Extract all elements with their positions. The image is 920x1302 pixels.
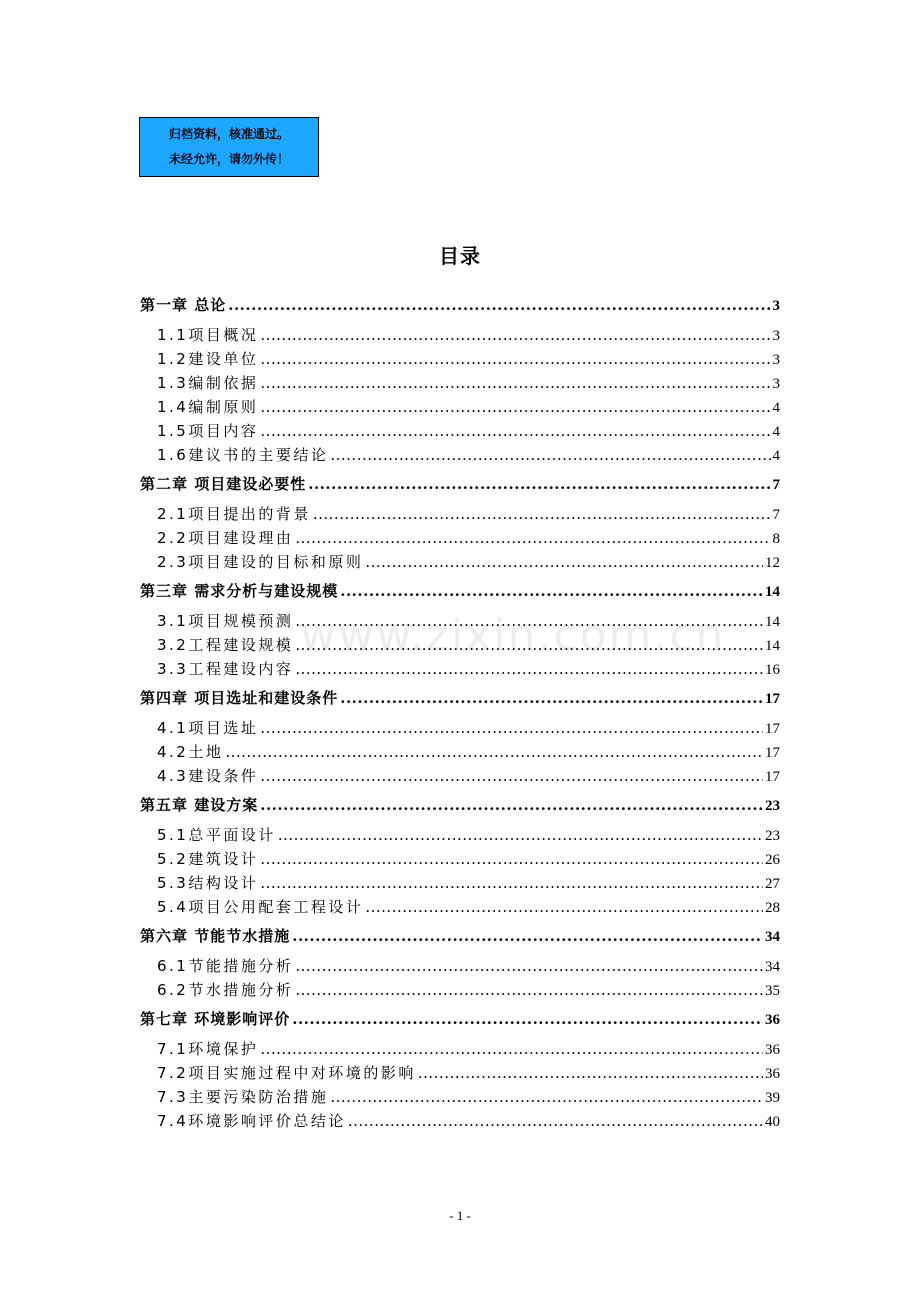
toc-section[interactable] bbox=[140, 419, 780, 443]
toc-section-label: 5.1总平面设计 bbox=[157, 826, 276, 844]
toc-chapter-page-number: 34 bbox=[765, 929, 780, 945]
dot-leader bbox=[308, 469, 770, 499]
dot-leader bbox=[260, 1037, 763, 1061]
toc-section-page-number: 4 bbox=[772, 400, 780, 416]
toc-section[interactable] bbox=[140, 847, 780, 871]
toc-section-label: 4.2土地 bbox=[157, 743, 224, 761]
toc-chapter-label: 第四章 项目选址和建设条件 bbox=[140, 689, 339, 707]
toc-section-page-number: 3 bbox=[772, 352, 780, 368]
toc-section-label: 1.5项目内容 bbox=[157, 422, 259, 440]
toc-section-label: 1.3编制依据 bbox=[157, 374, 259, 392]
toc-chapter-label: 第五章 建设方案 bbox=[140, 796, 259, 814]
toc-section-page-number: 23 bbox=[765, 828, 780, 844]
toc-section[interactable] bbox=[140, 502, 780, 526]
toc-section-label: 7.1环境保护 bbox=[157, 1040, 259, 1058]
toc-chapter[interactable] bbox=[140, 576, 780, 606]
toc-section-label: 1.6建议书的主要结论 bbox=[157, 446, 329, 464]
toc-section[interactable] bbox=[140, 657, 780, 681]
toc-chapter-label: 第二章 项目建设必要性 bbox=[140, 475, 307, 493]
dot-leader bbox=[313, 502, 771, 526]
dot-leader bbox=[228, 290, 770, 320]
toc-section-page-number: 40 bbox=[765, 1114, 780, 1130]
toc-section-label: 2.2项目建设理由 bbox=[157, 529, 294, 547]
toc-section-page-number: 8 bbox=[772, 531, 780, 547]
toc-section-page-number: 36 bbox=[765, 1066, 780, 1082]
toc-section-page-number: 12 bbox=[765, 555, 780, 571]
toc-section-page-number: 3 bbox=[772, 376, 780, 392]
dot-leader bbox=[295, 633, 763, 657]
toc-section-label: 4.1项目选址 bbox=[157, 719, 259, 737]
archive-stamp bbox=[139, 117, 319, 177]
toc-chapter-label: 第六章 节能节水措施 bbox=[140, 927, 291, 945]
stamp-line-1: 归档资料，核准通过。 bbox=[168, 127, 289, 141]
page-number-footer: - 1 - bbox=[449, 1208, 471, 1223]
toc-section[interactable] bbox=[140, 978, 780, 1002]
toc-section-page-number: 35 bbox=[765, 983, 780, 999]
dot-leader bbox=[260, 419, 770, 443]
toc-chapter-label: 第七章 环境影响评价 bbox=[140, 1010, 291, 1028]
toc-section[interactable] bbox=[140, 1085, 780, 1109]
toc-section-label: 3.3工程建设内容 bbox=[157, 660, 294, 678]
dot-leader bbox=[260, 371, 770, 395]
toc-section-label: 4.3建设条件 bbox=[157, 767, 259, 785]
toc-section-page-number: 4 bbox=[772, 424, 780, 440]
dot-leader bbox=[292, 1004, 763, 1034]
toc-section-label: 5.2建筑设计 bbox=[157, 850, 259, 868]
toc-section[interactable] bbox=[140, 633, 780, 657]
toc-section-label: 7.4环境影响评价总结论 bbox=[157, 1112, 346, 1130]
dot-leader bbox=[365, 550, 763, 574]
toc-section[interactable] bbox=[140, 740, 780, 764]
toc-section[interactable] bbox=[140, 764, 780, 788]
toc-chapter-page-number: 3 bbox=[772, 298, 780, 314]
toc-section-label: 7.2项目实施过程中对环境的影响 bbox=[157, 1064, 416, 1082]
toc-section-page-number: 39 bbox=[765, 1090, 780, 1106]
toc-section-page-number: 14 bbox=[765, 638, 780, 654]
dot-leader bbox=[260, 347, 770, 371]
toc-chapter-label: 第一章 总论 bbox=[140, 296, 227, 314]
toc-section[interactable] bbox=[140, 609, 780, 633]
toc-section[interactable] bbox=[140, 550, 780, 574]
dot-leader bbox=[340, 683, 763, 713]
toc-section-page-number: 27 bbox=[765, 876, 780, 892]
toc-section-page-number: 16 bbox=[765, 662, 780, 678]
toc-section-label: 2.3项目建设的目标和原则 bbox=[157, 553, 364, 571]
toc-section-label: 3.1项目规模预测 bbox=[157, 612, 294, 630]
toc-chapter[interactable] bbox=[140, 683, 780, 713]
toc-section[interactable] bbox=[140, 323, 780, 347]
toc-section[interactable] bbox=[140, 871, 780, 895]
toc-chapter[interactable] bbox=[140, 290, 780, 320]
toc-section-label: 7.3主要污染防治措施 bbox=[157, 1088, 329, 1106]
dot-leader bbox=[260, 871, 763, 895]
dot-leader bbox=[295, 954, 763, 978]
toc-section-label: 5.3结构设计 bbox=[157, 874, 259, 892]
toc-section[interactable] bbox=[140, 371, 780, 395]
toc-section-label: 1.4编制原则 bbox=[157, 398, 259, 416]
toc-section-page-number: 34 bbox=[765, 959, 780, 975]
dot-leader bbox=[260, 395, 770, 419]
toc-section[interactable] bbox=[140, 823, 780, 847]
toc-chapter[interactable] bbox=[140, 469, 780, 499]
dot-leader bbox=[292, 921, 763, 951]
table-of-contents bbox=[140, 288, 780, 1133]
toc-chapter-page-number: 17 bbox=[765, 691, 780, 707]
toc-chapter-page-number: 7 bbox=[772, 477, 780, 493]
toc-section-page-number: 7 bbox=[772, 507, 780, 523]
dot-leader bbox=[365, 895, 763, 919]
toc-section-label: 5.4项目公用配套工程设计 bbox=[157, 898, 364, 916]
dot-leader bbox=[295, 526, 770, 550]
dot-leader bbox=[330, 1085, 763, 1109]
toc-chapter[interactable] bbox=[140, 1004, 780, 1034]
toc-section-page-number: 14 bbox=[765, 614, 780, 630]
dot-leader bbox=[260, 790, 763, 820]
toc-section-page-number: 17 bbox=[765, 745, 780, 761]
toc-section[interactable] bbox=[140, 443, 780, 467]
toc-chapter[interactable] bbox=[140, 790, 780, 820]
toc-chapter-page-number: 23 bbox=[765, 798, 780, 814]
toc-section-page-number: 17 bbox=[765, 721, 780, 737]
toc-section[interactable] bbox=[140, 395, 780, 419]
dot-leader bbox=[260, 323, 770, 347]
page-title: 目录 bbox=[439, 244, 481, 268]
toc-section-label: 1.2建设单位 bbox=[157, 350, 259, 368]
toc-chapter[interactable] bbox=[140, 921, 780, 951]
toc-section[interactable] bbox=[140, 895, 780, 919]
toc-section[interactable] bbox=[140, 1037, 780, 1061]
dot-leader bbox=[295, 609, 763, 633]
dot-leader bbox=[260, 716, 763, 740]
stamp-line-2: 未经允许，请勿外传！ bbox=[168, 152, 289, 166]
toc-section[interactable] bbox=[140, 954, 780, 978]
toc-section-label: 2.1项目提出的背景 bbox=[157, 505, 311, 523]
toc-section-label: 6.2节水措施分析 bbox=[157, 981, 294, 999]
toc-section-page-number: 3 bbox=[772, 328, 780, 344]
watermark: www.zixin.com.cn bbox=[300, 610, 726, 661]
toc-section-page-number: 36 bbox=[765, 1042, 780, 1058]
toc-chapter-page-number: 36 bbox=[765, 1012, 780, 1028]
toc-section[interactable] bbox=[140, 526, 780, 550]
toc-section-page-number: 4 bbox=[772, 448, 780, 464]
toc-section-label: 3.2工程建设规模 bbox=[157, 636, 294, 654]
dot-leader bbox=[340, 576, 763, 606]
dot-leader bbox=[295, 978, 763, 1002]
toc-section-page-number: 28 bbox=[765, 900, 780, 916]
toc-chapter-page-number: 14 bbox=[765, 584, 780, 600]
dot-leader bbox=[260, 847, 763, 871]
toc-section-label: 6.1节能措施分析 bbox=[157, 957, 294, 975]
toc-section-label: 1.1项目概况 bbox=[157, 326, 259, 344]
dot-leader bbox=[418, 1061, 763, 1085]
toc-section[interactable] bbox=[140, 1109, 780, 1133]
dot-leader bbox=[348, 1109, 763, 1133]
toc-section[interactable] bbox=[140, 1061, 780, 1085]
dot-leader bbox=[278, 823, 763, 847]
toc-section-page-number: 26 bbox=[765, 852, 780, 868]
dot-leader bbox=[295, 657, 763, 681]
toc-section[interactable] bbox=[140, 716, 780, 740]
dot-leader bbox=[330, 443, 770, 467]
toc-section[interactable] bbox=[140, 347, 780, 371]
dot-leader bbox=[225, 740, 763, 764]
toc-section-page-number: 17 bbox=[765, 769, 780, 785]
dot-leader bbox=[260, 764, 763, 788]
toc-chapter-label: 第三章 需求分析与建设规模 bbox=[140, 582, 339, 600]
